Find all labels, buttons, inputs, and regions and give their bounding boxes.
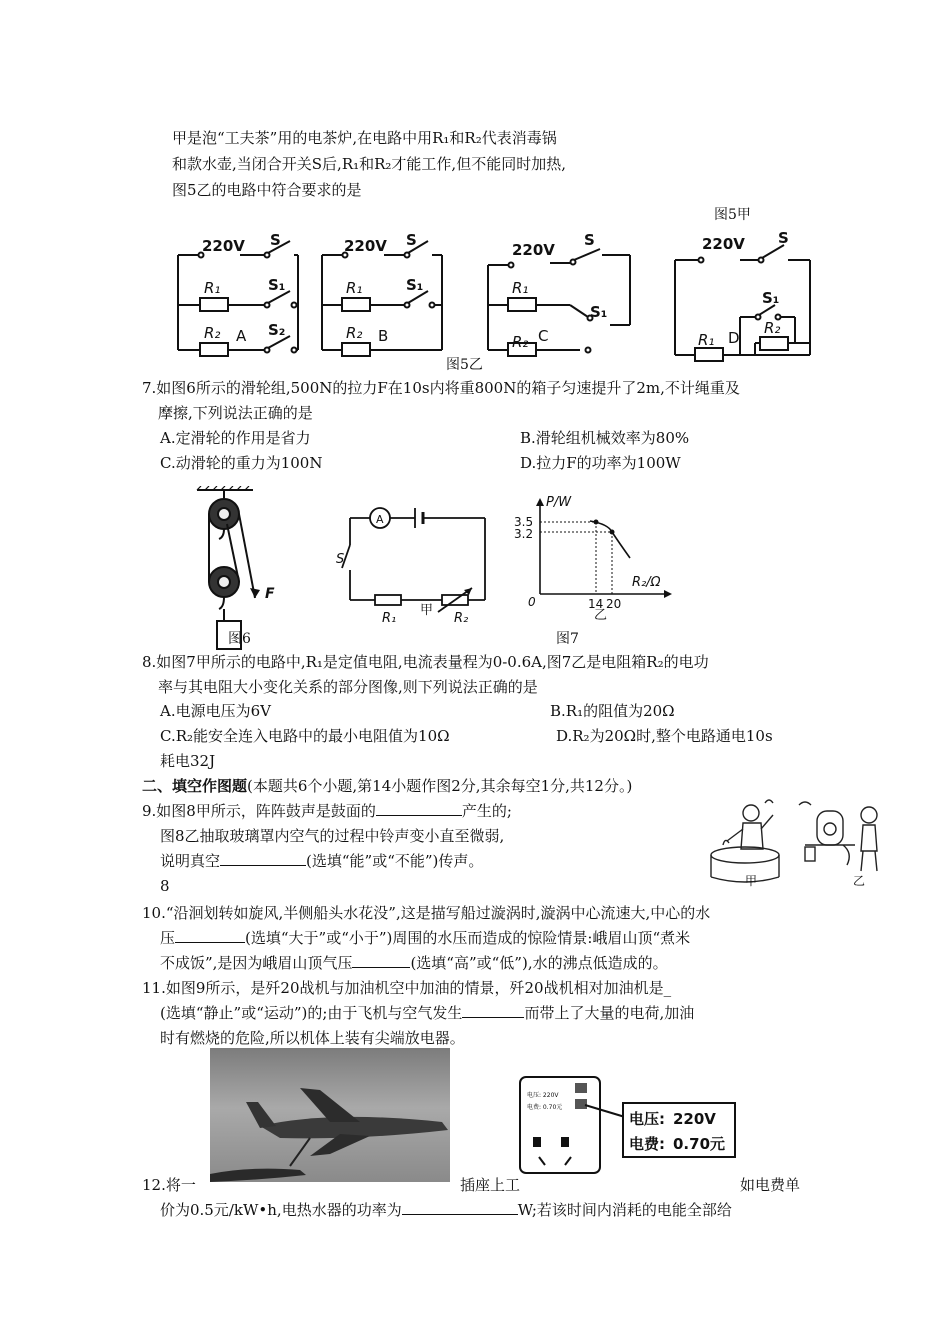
graph-point-14 bbox=[594, 520, 599, 525]
fig7-r1-label: R₁ bbox=[382, 611, 397, 626]
q11-line2-b: 而带上了大量的电荷,加油 bbox=[524, 1004, 695, 1022]
q7-stem2: 摩擦,下列说法正确的是 bbox=[158, 404, 313, 422]
q7-stem1: 7.如图6所示的滑轮组,500N的拉力F在10s内将重800N的箱子匀速提升了2m,不计绳重及 bbox=[142, 379, 740, 397]
circuit-a-r2: R₂ bbox=[204, 324, 221, 342]
circuit-d-label: D bbox=[728, 329, 740, 347]
fig7-jia-label: 甲 bbox=[420, 603, 434, 618]
q10-line3-b: (选填“高”或“低”),水的沸点低造成的。 bbox=[410, 954, 668, 972]
circuit-b-voltage: 220V bbox=[344, 237, 387, 255]
socket-hole-icon bbox=[533, 1137, 541, 1147]
circuit-b-label: B bbox=[378, 327, 389, 345]
circuit-a-label: A bbox=[236, 327, 247, 345]
graph-point-20 bbox=[610, 530, 615, 535]
graph-y-tick-1: 3.5 bbox=[514, 515, 534, 529]
fig8-yi: 乙 bbox=[853, 874, 866, 888]
graph-ylabel: P/W bbox=[546, 495, 572, 510]
q12-line2-b: W;若该时间内消耗的电能全部给 bbox=[517, 1201, 732, 1219]
meter-small-fee: 电费: 0.70元 bbox=[527, 1104, 563, 1111]
circuit-b-r1: R₁ bbox=[346, 279, 363, 297]
section2-title: 二、填空作图题 bbox=[142, 777, 248, 795]
circuit-c-s: S bbox=[584, 231, 595, 249]
fig7-ammeter-label: A bbox=[376, 513, 384, 526]
q6-line2: 和款水壶,当闭合开关S后,R₁和R₂才能工作,但不能同时加热, bbox=[172, 155, 566, 173]
q9-line1-a: 9.如图8甲所示，阵阵鼓声是鼓面的 bbox=[142, 802, 376, 820]
q9-line4: 8 bbox=[160, 877, 170, 895]
fig7-caption: 图7 bbox=[556, 631, 579, 647]
circuit-d bbox=[675, 245, 810, 361]
circuit-d-r1: R₁ bbox=[698, 331, 715, 349]
graph-yi-label: 乙 bbox=[594, 608, 608, 622]
fig5-jia-caption: 图5甲 bbox=[714, 207, 751, 223]
q12-line2 bbox=[160, 1200, 732, 1220]
q9-blank-1[interactable] bbox=[376, 801, 462, 816]
q10-blank-2[interactable] bbox=[352, 953, 410, 968]
circuit-a-r1: R₁ bbox=[204, 279, 221, 297]
fig6-pulley bbox=[195, 486, 295, 651]
circuit-b-s1: S₁ bbox=[406, 276, 424, 294]
q12-line1-a: 12.将一 bbox=[142, 1176, 196, 1194]
q8-stem1: 8.如图7甲所示的电路中,R₁是定值电阻,电流表量程为0-0.6A,图7乙是电阻箱R₂的电功 bbox=[142, 653, 709, 671]
fig7-r2-label: R₂ bbox=[454, 611, 469, 626]
q12-line1-b: 插座上工 bbox=[460, 1176, 521, 1194]
graph-x-tick-2: 20 bbox=[606, 597, 622, 611]
q6-line3: 图5乙的电路中符合要求的是 bbox=[172, 181, 362, 199]
meter-voltage-value: 220V bbox=[673, 1110, 716, 1128]
fig8-sketch bbox=[705, 785, 890, 890]
q9-blank-2[interactable] bbox=[220, 851, 306, 866]
q8-option-c: C.R₂能安全连入电路中的最小电阻值为10Ω bbox=[160, 727, 450, 745]
circuit-b-r2: R₂ bbox=[346, 324, 363, 342]
q8-option-d: D.R₂为20Ω时,整个电路通电10s bbox=[556, 727, 773, 745]
circuit-a-s2: S₂ bbox=[268, 321, 286, 339]
graph-y-tick-2: 3.2 bbox=[514, 527, 534, 541]
circuit-d-r2: R₂ bbox=[764, 319, 781, 337]
q11-line2 bbox=[160, 1003, 694, 1023]
q10-line2-a: 压 bbox=[160, 929, 176, 947]
q8-option-d-cont: 耗电32J bbox=[160, 752, 216, 770]
meter-voltage-label: 电压: bbox=[629, 1110, 665, 1128]
q8-stem2: 率与其电阻大小变化关系的部分图像,则下列说法正确的是 bbox=[158, 678, 538, 696]
q10-line3 bbox=[160, 953, 668, 973]
graph-origin: 0 bbox=[528, 595, 536, 609]
q9-line3-a: 说明真空 bbox=[160, 852, 221, 870]
q12-blank-1[interactable] bbox=[402, 1200, 518, 1215]
fig7-graph bbox=[508, 494, 683, 622]
fig6-caption: 图6 bbox=[228, 631, 251, 647]
meter-fee-label: 电费: bbox=[629, 1135, 665, 1153]
meter-small-voltage: 电压: 220V bbox=[527, 1092, 559, 1099]
aircraft-image bbox=[210, 1048, 450, 1182]
fig5-yi-caption: 图5乙 bbox=[446, 357, 483, 373]
q9-line1-b: 产生的; bbox=[461, 802, 512, 820]
fig7-circuit bbox=[330, 500, 505, 630]
circuit-c-s1: S₁ bbox=[590, 303, 608, 321]
socket-hole-icon bbox=[561, 1137, 569, 1147]
q10-line2-b: (选填“大于”或“小于”)周围的水压而造成的惊险情景:峨眉山顶“煮米 bbox=[245, 929, 691, 947]
circuit-c-label: C bbox=[538, 327, 549, 345]
graph-xlabel: R₂/Ω bbox=[632, 575, 661, 590]
fig8-jia: 甲 bbox=[745, 874, 758, 888]
circuit-a-voltage: 220V bbox=[202, 237, 245, 255]
q9-line3-b: (选填“能”或“不能”)传声。 bbox=[306, 852, 484, 870]
aerial-refuel-photo bbox=[210, 1048, 450, 1182]
q9-line1 bbox=[142, 801, 512, 821]
circuit-a-s: S bbox=[270, 231, 281, 249]
q9-line2: 图8乙抽取玻璃罩内空气的过程中铃声变小直至微弱, bbox=[160, 827, 505, 845]
q11-blank-1[interactable] bbox=[462, 1003, 524, 1018]
q8-option-a: A.电源电压为6V bbox=[160, 702, 271, 720]
graph-x-tick-1: 14 bbox=[588, 597, 604, 611]
q7-option-d: D.拉力F的功率为100W bbox=[520, 454, 681, 472]
meter-figure bbox=[515, 1075, 740, 1175]
q8-option-b: B.R₁的阻值为20Ω bbox=[550, 702, 675, 720]
q12-line1-c: 如电费单 bbox=[740, 1176, 801, 1194]
q11-line3: 时有燃烧的危险,所以机体上装有尖端放电器。 bbox=[160, 1029, 465, 1047]
q7-option-b: B.滑轮组机械效率为80% bbox=[520, 429, 690, 447]
fig5-circuits bbox=[170, 225, 830, 375]
circuit-d-s: S bbox=[778, 229, 789, 247]
q11-line2-a: (选填“静止”或“运动”)的;由于飞机与空气发生 bbox=[160, 1004, 463, 1022]
q10-line1: 10.“沿洄划转如旋风,半侧船头水花没”,这是描写船过漩涡时,漩涡中心流速大,中心的水 bbox=[142, 904, 711, 922]
section2-note: (本题共6个小题,第14小题作图2分,其余每空1分,共12分。) bbox=[247, 777, 633, 795]
q10-line3-a: 不成饭”,是因为峨眉山顶气压 bbox=[160, 954, 353, 972]
circuit-c-r1: R₁ bbox=[512, 279, 529, 297]
q9-line3 bbox=[160, 851, 483, 871]
circuit-d-s1: S₁ bbox=[762, 289, 780, 307]
section2-heading bbox=[142, 776, 632, 796]
circuit-d-voltage: 220V bbox=[702, 235, 745, 253]
circuit-c-voltage: 220V bbox=[512, 241, 555, 259]
q7-option-c: C.动滑轮的重力为100N bbox=[160, 454, 323, 472]
q10-blank-1[interactable] bbox=[175, 928, 245, 943]
q7-option-a: A.定滑轮的作用是省力 bbox=[160, 429, 311, 447]
fig6-force-label: F bbox=[265, 586, 275, 602]
q6-line1: 甲是泡“工夫茶”用的电茶炉,在电路中用R₁和R₂代表消毒锅 bbox=[172, 129, 557, 147]
q12-line2-a: 价为0.5元/kW•h,电热水器的功率为 bbox=[160, 1201, 402, 1219]
meter-fee-value: 0.70元 bbox=[673, 1135, 726, 1153]
q11-line1: 11.如图9所示，是歼20战机与加油机空中加油的情景，歼20战机相对加油机是_ bbox=[142, 979, 672, 997]
circuit-a-s1: S₁ bbox=[268, 276, 286, 294]
circuit-b-s: S bbox=[406, 231, 417, 249]
circuit-c-r2: R₂ bbox=[512, 333, 529, 351]
fig7-switch-label: S bbox=[336, 552, 345, 567]
q10-line2 bbox=[160, 928, 690, 948]
circuit-c bbox=[488, 249, 630, 356]
